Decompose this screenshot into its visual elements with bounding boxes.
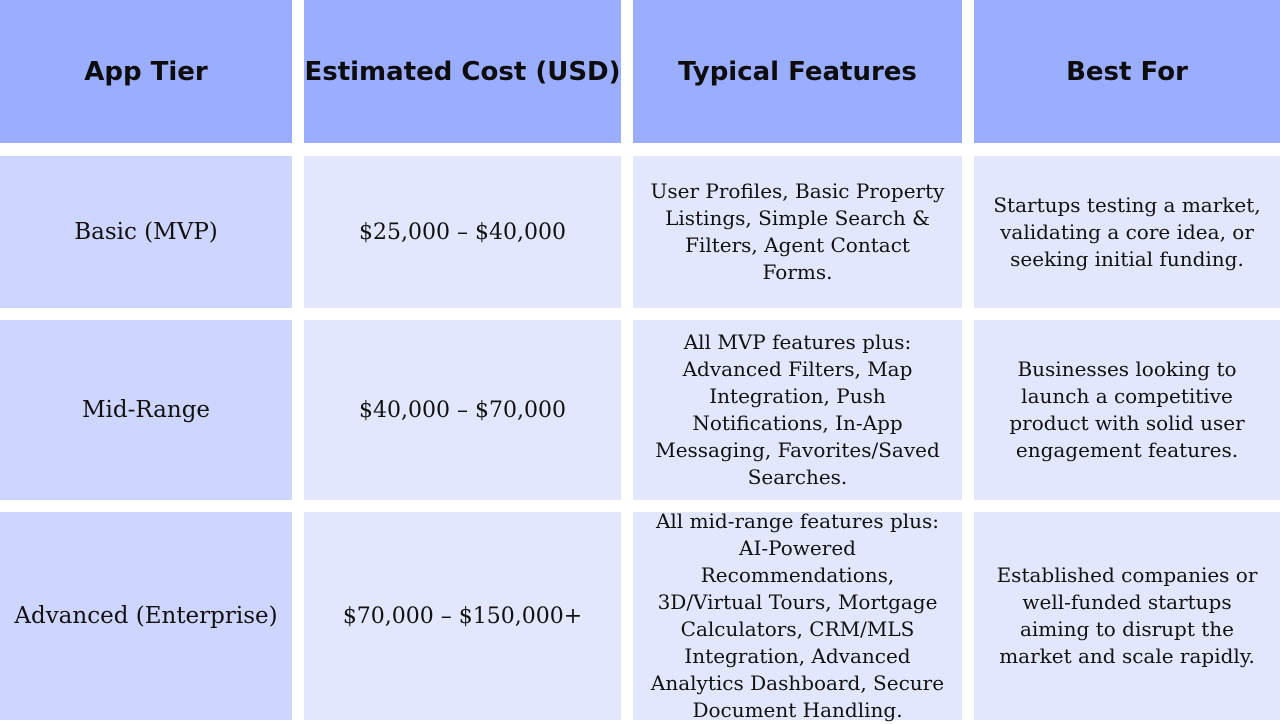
header-typical-features [633,0,962,143]
table-cell-features [633,509,962,722]
table-cell-features [633,156,962,308]
features-text: User Profiles, Basic Property Listings, Simple Search & Filters, Agent Contact Forms. [650,179,945,284]
header-estimated-cost [304,0,621,143]
cost-value: $70,000 – $150,000+ [342,603,583,629]
tier-label: Mid-Range [81,397,211,423]
header-label: App Tier [84,56,208,87]
tier-label: Advanced (Enterprise) [14,603,278,629]
table-cell-cost [304,156,621,308]
cost-value: $40,000 – $70,000 [359,397,566,423]
best-for-text: Startups testing a market, validating a core idea, or seeking initial funding. [993,192,1261,271]
table-cell-tier [0,320,292,500]
best-for-text: Established companies or well-funded startups aiming to disrupt the market and scale rapidly. [996,563,1258,668]
best-for-text: Businesses looking to launch a competitive product with solid user engagement features. [1009,357,1245,462]
table-cell-best-for [974,512,1280,720]
table-cell-best-for [974,320,1280,500]
header-label: Best For [1066,56,1188,87]
header-label: Estimated Cost (USD) [304,56,621,87]
features-text: All MVP features plus: Advanced Filters, Map Integration, Push Notifications, In-App Messaging, Favorites/Saved Searches. [655,330,940,489]
header-app-tier [0,0,292,143]
table-cell-features [633,320,962,500]
table-cell-tier [0,156,292,308]
table-cell-best-for [974,156,1280,308]
table-cell-tier [0,512,292,720]
table-cell-cost [304,320,621,500]
header-best-for [974,0,1280,143]
cost-value: $25,000 – $40,000 [359,219,566,245]
features-text: All mid-range features plus: AI-Powered Recommendations, 3D/Virtual Tours, Mortgage Calculators, CRM/MLS Integration, Advanced Analytics Dashboard, Secure Document Handling. [650,509,945,722]
header-label: Typical Features [678,56,917,87]
table-cell-cost [304,512,621,720]
tier-label: Basic (MVP) [74,219,218,245]
